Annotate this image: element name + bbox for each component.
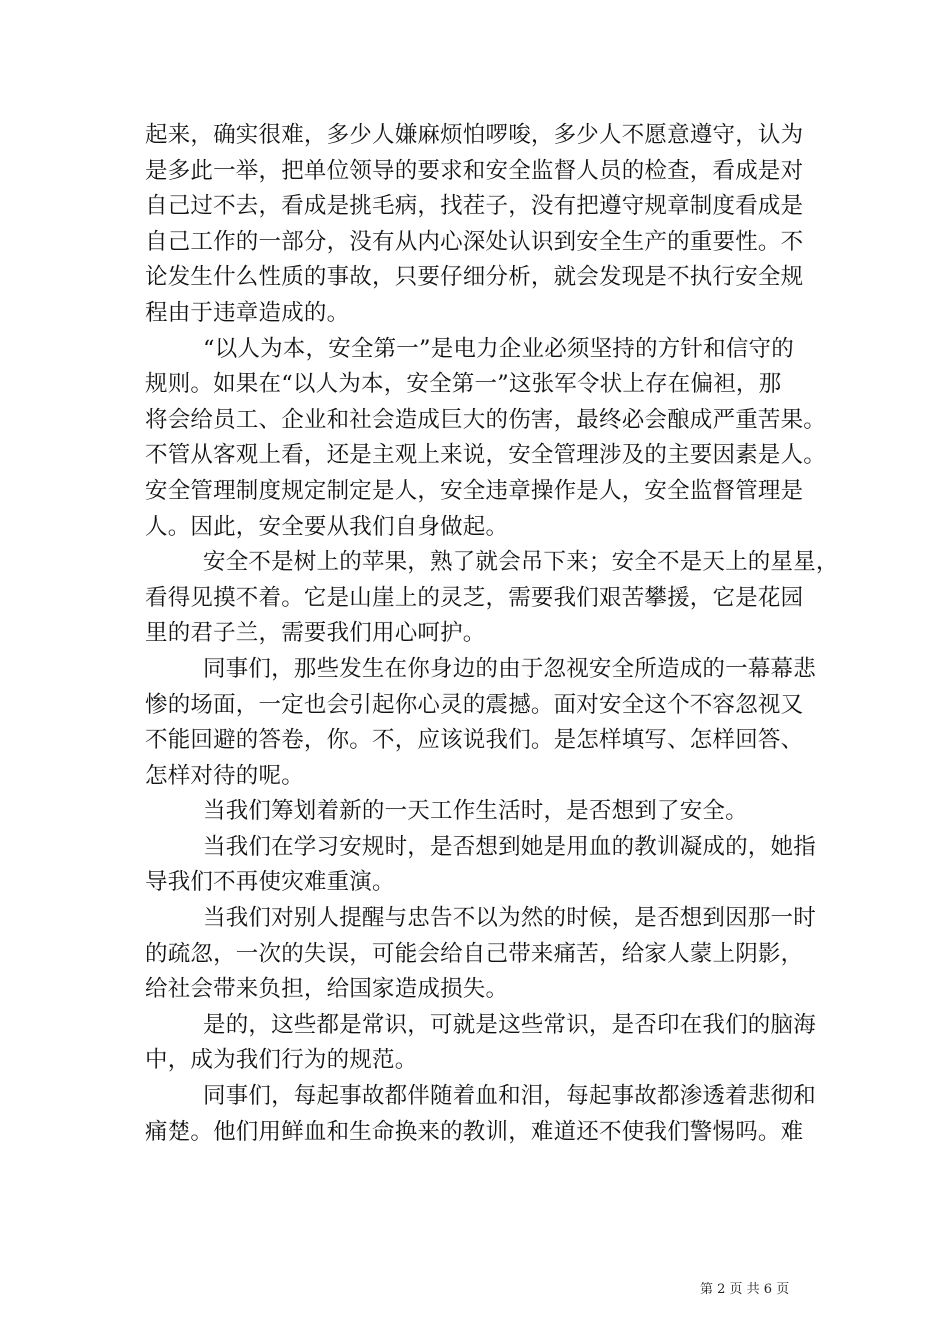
text-line: “以人为本，安全第一”是电力企业必须坚持的方针和信守的 [203,335,794,362]
document-body [145,118,839,1150]
page-number-footer: 第 2 页 共 6 页 [700,1282,790,1297]
text-line: 安全不是树上的苹果，熟了就会吊下来；安全不是天上的星星， [203,549,839,576]
text-line: 人。因此，安全要从我们自身做起。 [145,513,509,540]
text-line: 是多此一举，把单位领导的要求和安全监督人员的检查，看成是对 [145,157,804,184]
text-line: 痛楚。他们用鲜血和生命换来的教训，难道还不使我们警惕吗。难 [145,1118,804,1145]
text-line: 的疏忽，一次的失误，可能会给自己带来痛苦，给家人蒙上阴影， [145,940,804,967]
text-line: 怎样对待的呢。 [145,762,304,789]
text-line: 自己工作的一部分，没有从内心深处认识到安全生产的重要性。不 [145,228,804,255]
text-line: 将会给员工、企业和社会造成巨大的伤害，最终必会酿成严重苦果。 [145,406,827,433]
text-line: 不能回避的答卷，你。不，应该说我们。是怎样填写、怎样回答、 [145,727,804,754]
text-line: 当我们在学习安规时，是否想到她是用血的教训凝成的，她指 [203,833,816,860]
text-line: 是的，这些都是常识，可就是这些常识，是否印在我们的脑海 [203,1011,816,1038]
text-line: 导我们不再使灾难重演。 [145,869,395,896]
text-line: 当我们筹划着新的一天工作生活时，是否想到了安全。 [203,798,748,825]
text-line: 起来，确实很难，多少人嫌麻烦怕啰唆，多少人不愿意遵守，认为 [145,122,804,148]
text-line: 惨的场面，一定也会引起你心灵的震撼。面对安全这个不容忽视又 [145,691,804,718]
text-line: 里的君子兰，需要我们用心呵护。 [145,620,486,647]
text-line: 当我们对别人提醒与忠告不以为然的时候，是否想到因那一时 [203,905,816,932]
text-line: 看得见摸不着。它是山崖上的灵芝，需要我们艰苦攀援，它是花园 [145,584,804,611]
text-line: 同事们，每起事故都伴随着血和泪，每起事故都渗透着悲彻和 [203,1083,816,1110]
text-line: 给社会带来负担，给国家造成损失。 [145,976,509,1003]
text-line: 程由于违章造成的。 [145,299,350,326]
text-line: 规则。如果在“以人为本，安全第一”这张军令状上存在偏袒，那 [145,371,782,398]
text-line: 中，成为我们行为的规范。 [145,1047,418,1074]
text-line: 不管从客观上看，还是主观上来说，安全管理涉及的主要因素是人。 [145,442,827,469]
text-line: 同事们，那些发生在你身边的由于忽视安全所造成的一幕幕悲 [203,655,816,682]
text-line: 论发生什么性质的事故，只要仔细分析，就会发现是不执行安全规 [145,264,804,291]
text-line: 安全管理制度规定制定是人，安全违章操作是人，安全监督管理是 [145,477,804,504]
text-line: 自己过不去，看成是挑毛病，找茬子，没有把遵守规章制度看成是 [145,193,804,220]
